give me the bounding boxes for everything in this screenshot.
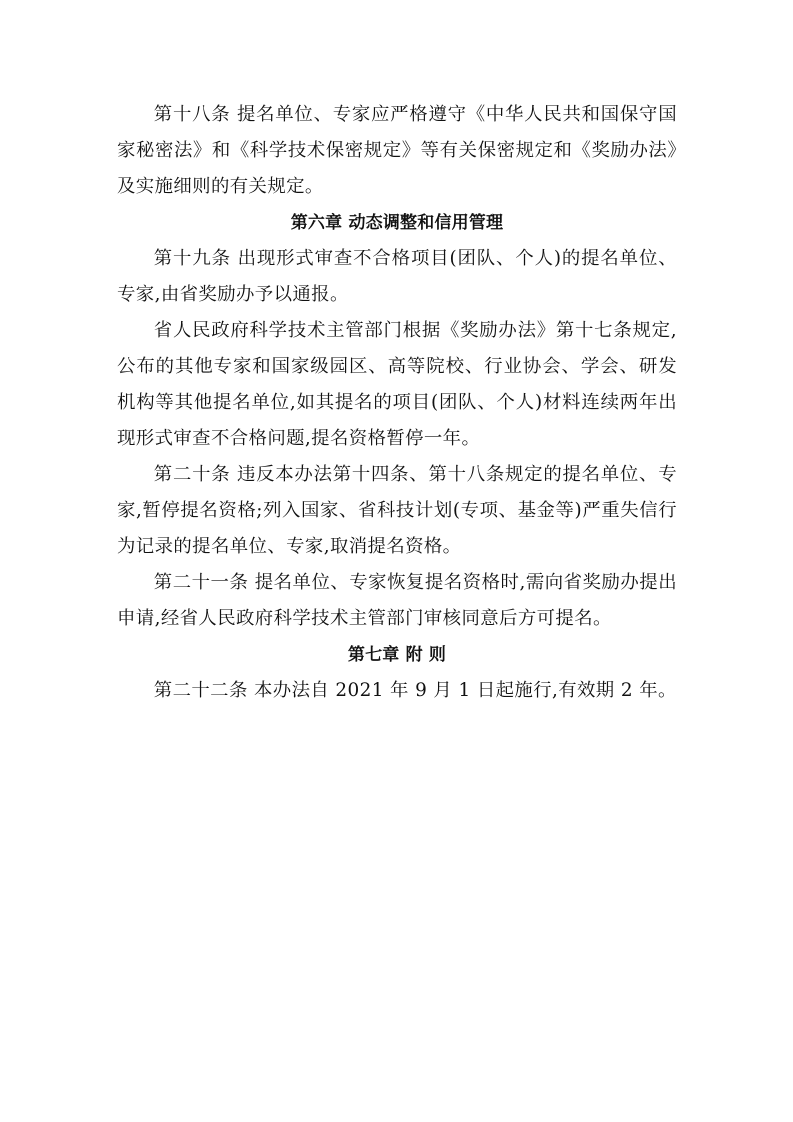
article-22: 第二十二条 本办法自 2021 年 9 月 1 日起施行,有效期 2 年。 xyxy=(153,680,677,701)
article-20: 第二十条 违反本办法第十四条、第十八条规定的提名单位、专家,暂停提名资格;列入国家、省科技计划(专项、基金等)严重失信行为记录的提名单位、专家,取消提名资格。 xyxy=(117,464,677,557)
document-body xyxy=(117,97,677,709)
article-19: 第十九条 出现形式审查不合格项目(团队、个人)的提名单位、专家,由省奖励办予以通报。 xyxy=(117,248,677,305)
article-19-paragraph-2: 省人民政府科学技术主管部门根据《奖励办法》第十七条规定,公布的其他专家和国家级园区、高等院校、行业协会、学会、研发机构等其他提名单位,如其提名的项目(团队、个人)材料连续两年出现形式审查不合格问题,提名资格暂停一年。 xyxy=(117,320,677,449)
chapter-7-heading: 第七章 附 则 xyxy=(347,645,447,665)
chapter-6-heading: 第六章 动态调整和信用管理 xyxy=(290,213,504,233)
article-21: 第二十一条 提名单位、专家恢复提名资格时,需向省奖励办提出申请,经省人民政府科学技术主管部门审核同意后方可提名。 xyxy=(117,572,677,629)
article-18: 第十八条 提名单位、专家应严格遵守《中华人民共和国保守国家秘密法》和《科学技术保密规定》等有关保密规定和《奖励办法》及实施细则的有关规定。 xyxy=(117,104,677,197)
